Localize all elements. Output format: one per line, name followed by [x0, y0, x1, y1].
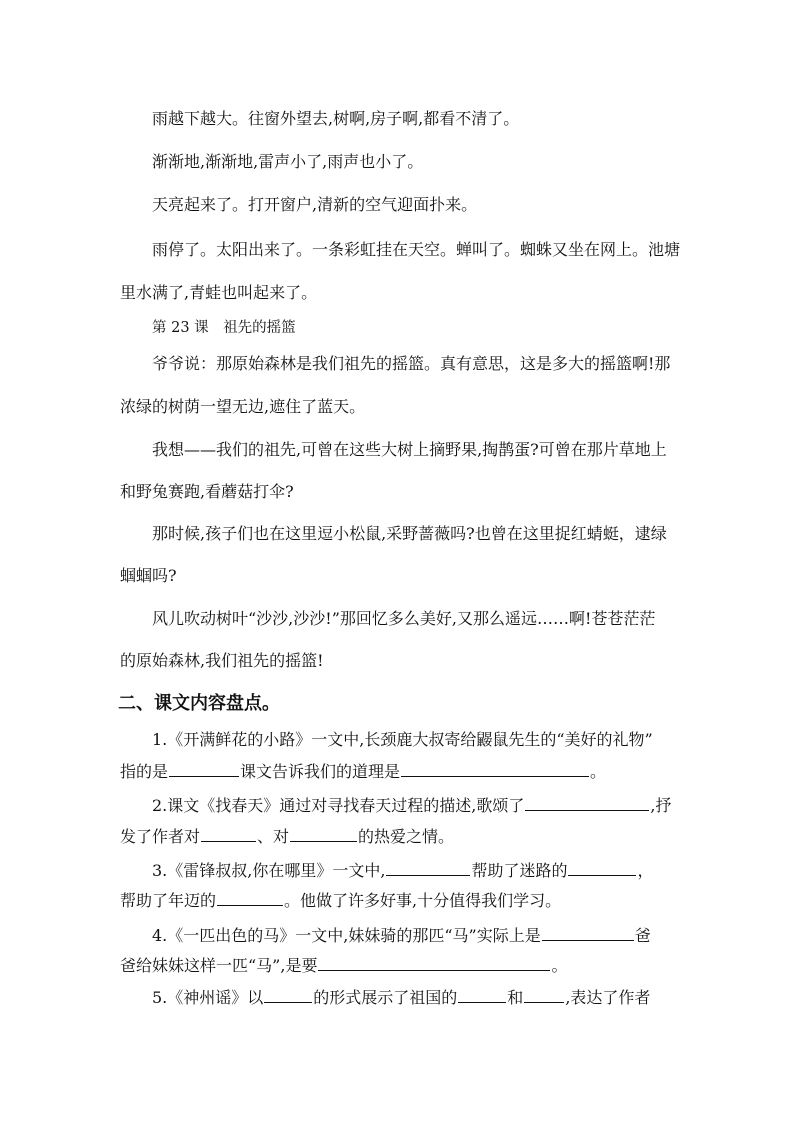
question-1-line-1: 1.《开满鲜花的小路》一文中,长颈鹿大叔寄给鼹鼠先生的“美好的礼物” [152, 730, 653, 749]
answer-blank[interactable] [525, 795, 649, 811]
passage-paragraph-1: 雨越下越大。往窗外望去,树啊,房子啊,都看不清了。 [152, 109, 520, 128]
section-heading: 二、课文内容盘点。 [118, 693, 280, 714]
question-4-line-2: 爸给妹妹这样一匹“马”,是要 。 [120, 956, 568, 975]
answer-blank[interactable] [290, 826, 357, 842]
lesson-title: 第 23 课 祖先的摇篮 [152, 320, 296, 336]
question-3-line-1: 3.《雷锋叔叔,你在哪里》一文中, 帮助了迷路的 ， [152, 861, 654, 880]
passage-paragraph-4-line-1: 雨停了。太阳出来了。一条彩虹挂在天空。蝉叫了。蜘蛛又坐在网上。池塘 [152, 240, 681, 259]
question-2-line-2: 发了作者对 、对 的热爱之情。 [120, 827, 455, 846]
question-5-line-1: 5.《神州谣》以 的形式展示了祖国的 和 ,表达了作者 [152, 988, 651, 1007]
lesson-paragraph-3-line-2: 蝈蝈吗? [120, 566, 177, 585]
answer-blank[interactable] [217, 890, 283, 906]
lesson-paragraph-4-line-1: 风儿吹动树叶“沙沙,沙沙!”那回忆多么美好,又那么遥远……啊!苍苍茫茫 [152, 609, 656, 628]
answer-blank[interactable] [542, 925, 634, 941]
answer-blank[interactable] [401, 761, 589, 777]
answer-blank[interactable] [318, 955, 550, 971]
question-4-line-1: 4.《一匹出色的马》一文中,妹妹骑的那匹“马”实际上是 爸 [152, 926, 651, 945]
answer-blank[interactable] [264, 987, 312, 1003]
lesson-paragraph-2-line-2: 和野兔赛跑,看蘑菇打伞? [120, 482, 294, 501]
answer-blank[interactable] [386, 860, 470, 876]
lesson-paragraph-4-line-2: 的原始森林,我们祖先的摇篮! [120, 651, 324, 670]
answer-blank[interactable] [201, 826, 256, 842]
lesson-paragraph-2-line-1: 我想——我们的祖先,可曾在这些大树上摘野果,掏鹊蛋?可曾在那片草地上 [152, 440, 667, 459]
lesson-paragraph-3-line-1: 那时候,孩子们也在这里逗小松鼠,采野蔷薇吗?也曾在这里捉红蜻蜓，逮绿 [152, 524, 667, 543]
answer-blank[interactable] [524, 987, 564, 1003]
question-1-line-2: 指的是 课文告诉我们的道理是 。 [120, 762, 607, 781]
passage-paragraph-2: 渐渐地,渐渐地,雷声小了,雨声也小了。 [152, 152, 424, 171]
passage-paragraph-3: 天亮起来了。打开窗户,清新的空气迎面扑来。 [152, 195, 478, 214]
question-3-line-2: 帮助了年迈的 。他做了许多好事,十分值得我们学习。 [120, 891, 562, 910]
question-2-line-1: 2.课文《找春天》通过对寻找春天过程的描述,歌颂了 ,抒 [152, 796, 672, 815]
answer-blank[interactable] [458, 987, 506, 1003]
answer-blank[interactable] [568, 860, 636, 876]
lesson-paragraph-1-line-1: 爷爷说：那原始森林是我们祖先的摇篮。真有意思，这是多大的摇篮啊!那 [152, 354, 671, 373]
lesson-paragraph-1-line-2: 浓绿的树荫一望无边,遮住了蓝天。 [120, 397, 366, 416]
passage-paragraph-4-line-2: 里水满了,青蛙也叫起来了。 [120, 283, 318, 302]
answer-blank[interactable] [169, 761, 239, 777]
